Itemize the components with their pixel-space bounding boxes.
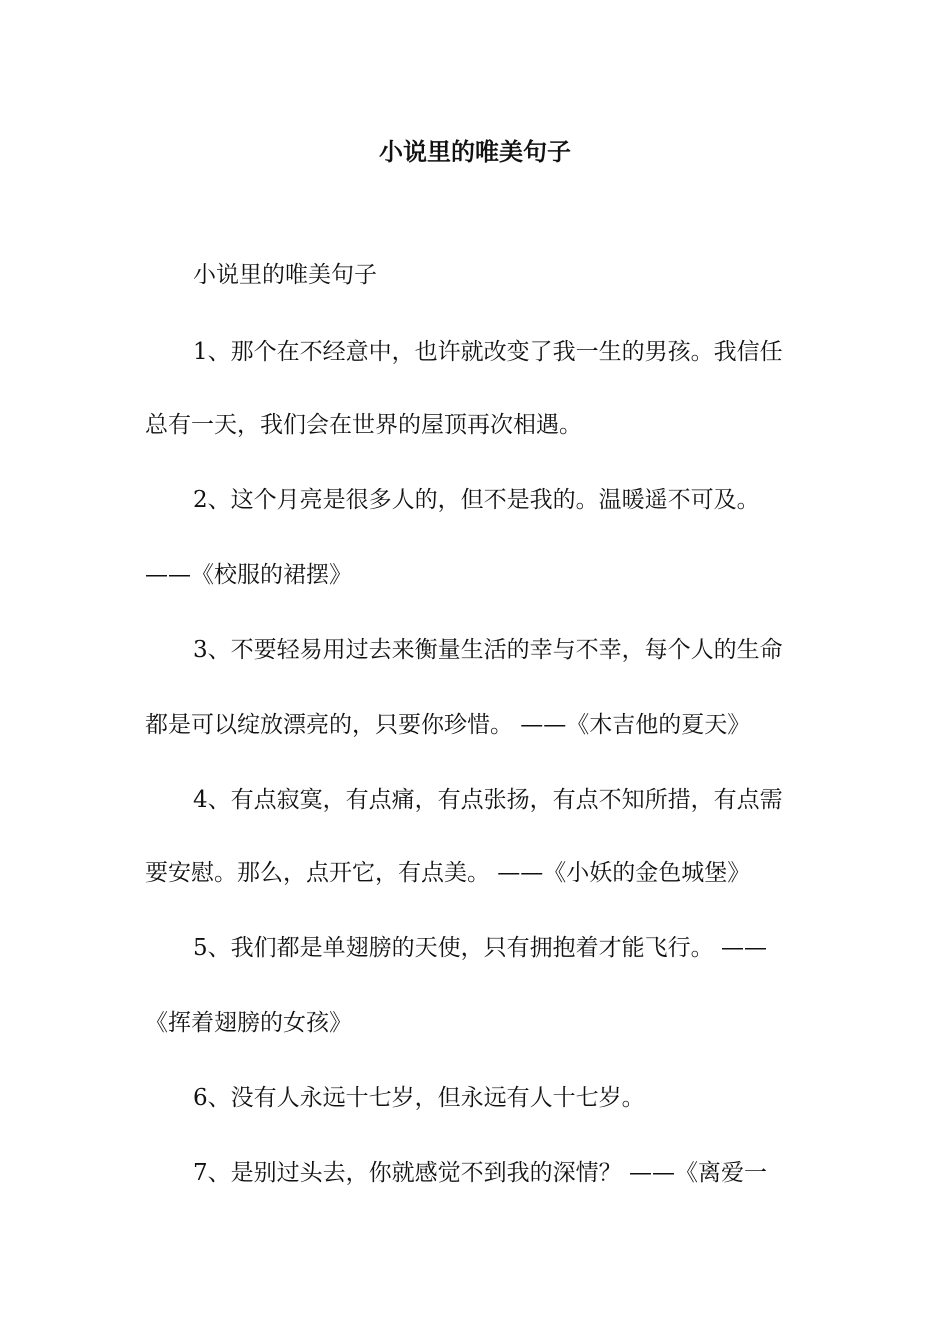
text-line: 要安慰。那么，点开它，有点美。 ——《小妖的金色城堡》 bbox=[145, 860, 751, 886]
text-line: 1、那个在不经意中，也许就改变了我一生的男孩。我信任 bbox=[193, 339, 783, 365]
document-title: 小说里的唯美句子 bbox=[379, 138, 571, 166]
text-line: 4、有点寂寞，有点痛，有点张扬，有点不知所措，有点需 bbox=[193, 787, 783, 813]
text-line: 3、不要轻易用过去来衡量生活的幸与不幸，每个人的生命 bbox=[193, 637, 783, 663]
text-line: 都是可以绽放漂亮的，只要你珍惜。 ——《木吉他的夏天》 bbox=[145, 712, 751, 738]
text-line: 7、是别过头去，你就感觉不到我的深情？ ——《离爱一 bbox=[193, 1160, 767, 1186]
subtitle-line: 小说里的唯美句子 bbox=[193, 262, 377, 288]
text-line: 总有一天，我们会在世界的屋顶再次相遇。 bbox=[145, 412, 582, 438]
text-line: 《挥着翅膀的女孩》 bbox=[145, 1010, 352, 1036]
text-line: 6、没有人永远十七岁，但永远有人十七岁。 bbox=[193, 1085, 645, 1111]
text-line: ——《校服的裙摆》 bbox=[145, 562, 352, 588]
text-line: 2、这个月亮是很多人的，但不是我的。温暖遥不可及。 bbox=[193, 487, 760, 513]
text-line: 5、我们都是单翅膀的天使，只有拥抱着才能飞行。 —— bbox=[193, 935, 767, 961]
